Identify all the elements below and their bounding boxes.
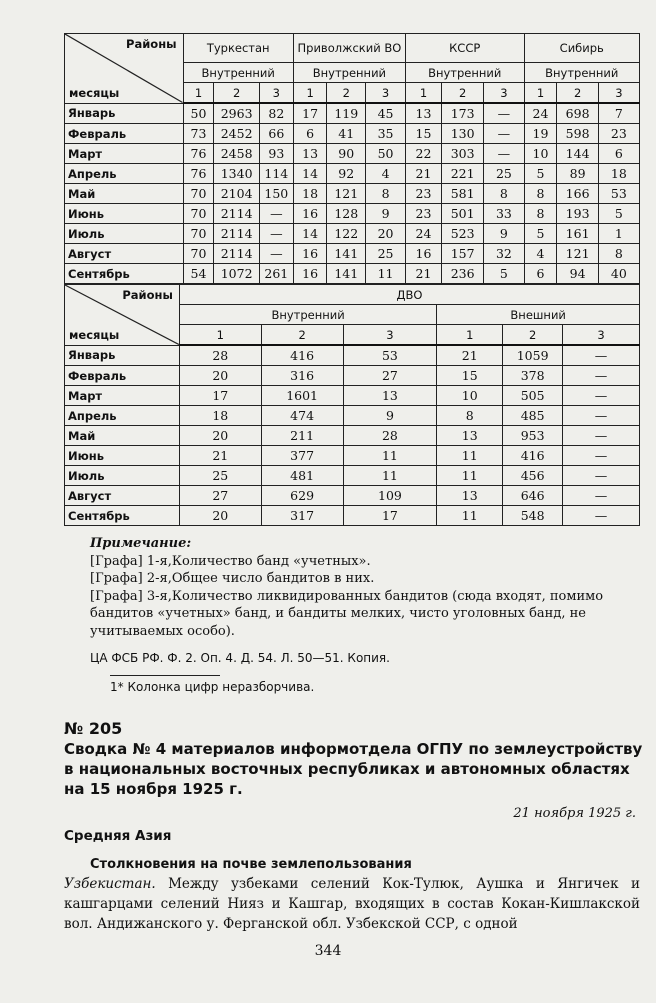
table-row <box>65 426 640 446</box>
value-cell: 11 <box>437 506 503 526</box>
value-cell: 14 <box>293 224 327 244</box>
value-cell: — <box>563 486 640 506</box>
value-cell: 21 <box>179 446 261 466</box>
value-cell: 378 <box>503 366 563 386</box>
table-row <box>65 406 640 426</box>
value-cell: 11 <box>437 446 503 466</box>
value-cell: 8 <box>598 244 639 264</box>
value-cell: 9 <box>366 204 406 224</box>
table1-corner-regions: Районы <box>126 37 177 51</box>
value-cell: 21 <box>405 164 441 184</box>
table2-region-dvo: ДВО <box>179 285 639 305</box>
value-cell: — <box>563 446 640 466</box>
value-cell: 4 <box>366 164 406 184</box>
value-cell: 53 <box>598 184 639 204</box>
value-cell: 505 <box>503 386 563 406</box>
value-cell: 33 <box>484 204 524 224</box>
column-number: 1 <box>293 83 327 104</box>
value-cell: 45 <box>366 103 406 124</box>
value-cell: 2963 <box>214 103 259 124</box>
table-row <box>65 204 640 224</box>
table1-corner-cell <box>65 34 184 104</box>
value-cell: 20 <box>366 224 406 244</box>
table-row <box>65 264 640 284</box>
value-cell: 25 <box>366 244 406 264</box>
table2-sub-internal: Внутренний <box>179 305 436 325</box>
value-cell: 23 <box>405 184 441 204</box>
note-line: [Графа] 3-я,Количество ликвидированных бандитов (сюда входят, помимо бандитов «учетных» банд, и бандиты мелких, чисто уголовных банд, не учитываемых особо). <box>90 588 604 639</box>
footnote: 1* Колонка цифр неразборчива. <box>110 680 315 694</box>
value-cell: 8 <box>366 184 406 204</box>
page-number: 344 <box>314 943 342 959</box>
document-date: 21 ноября 1925 г. <box>513 806 636 821</box>
section-heading: Средняя Азия <box>64 828 172 844</box>
value-cell: 629 <box>261 486 343 506</box>
value-cell: 11 <box>437 466 503 486</box>
value-cell: 2458 <box>214 144 259 164</box>
column-number: 2 <box>327 83 366 104</box>
column-number: 1 <box>405 83 441 104</box>
value-cell: 11 <box>343 466 437 486</box>
value-cell: 157 <box>442 244 484 264</box>
subsection-heading: Столкновения на почве землепользования <box>90 857 412 872</box>
value-cell: 66 <box>259 124 293 144</box>
value-cell: 8 <box>484 184 524 204</box>
value-cell: 90 <box>327 144 366 164</box>
value-cell: 316 <box>261 366 343 386</box>
body-paragraph <box>64 874 640 934</box>
value-cell: — <box>563 506 640 526</box>
document-title: Сводка № 4 материалов информотдела ОГПУ по землеустройству в национальных восточных республиках и автономных областях на 15 ноября 1925 г. <box>64 740 643 798</box>
month-cell: Июнь <box>65 204 184 224</box>
value-cell: 10 <box>524 144 557 164</box>
table-row <box>65 103 640 124</box>
value-cell: 485 <box>503 406 563 426</box>
table-row <box>65 164 640 184</box>
value-cell: 28 <box>343 426 437 446</box>
table1-sub-header: Внутренний <box>183 63 293 83</box>
value-cell: 377 <box>261 446 343 466</box>
value-cell: 17 <box>343 506 437 526</box>
value-cell: 2114 <box>214 244 259 264</box>
value-cell: — <box>259 204 293 224</box>
value-cell: 1340 <box>214 164 259 184</box>
value-cell: 2452 <box>214 124 259 144</box>
month-cell: Август <box>65 244 184 264</box>
value-cell: 70 <box>183 244 214 264</box>
column-number: 1 <box>524 83 557 104</box>
table-row <box>65 386 640 406</box>
value-cell: 523 <box>442 224 484 244</box>
notes-block <box>90 535 638 640</box>
value-cell: — <box>484 124 524 144</box>
value-cell: 236 <box>442 264 484 284</box>
value-cell: 456 <box>503 466 563 486</box>
value-cell: 9 <box>343 406 437 426</box>
value-cell: 5 <box>524 224 557 244</box>
table-row <box>65 244 640 264</box>
column-number: 2 <box>503 325 563 346</box>
value-cell: — <box>563 426 640 446</box>
value-cell: 13 <box>405 103 441 124</box>
column-number: 3 <box>343 325 437 346</box>
value-cell: 150 <box>259 184 293 204</box>
value-cell: 646 <box>503 486 563 506</box>
column-number: 3 <box>563 325 640 346</box>
table-row <box>65 446 640 466</box>
month-cell: Январь <box>65 345 180 366</box>
value-cell: 5 <box>484 264 524 284</box>
value-cell: 1601 <box>261 386 343 406</box>
value-cell: 94 <box>557 264 598 284</box>
value-cell: 41 <box>327 124 366 144</box>
month-cell: Апрель <box>65 406 180 426</box>
value-cell: 173 <box>442 103 484 124</box>
column-number: 3 <box>598 83 639 104</box>
column-number: 1 <box>437 325 503 346</box>
value-cell: — <box>563 345 640 366</box>
table-row <box>65 184 640 204</box>
value-cell: 18 <box>598 164 639 184</box>
value-cell: 92 <box>327 164 366 184</box>
value-cell: — <box>563 386 640 406</box>
value-cell: 76 <box>183 144 214 164</box>
table1-corner-months: месяцы <box>69 85 120 100</box>
value-cell: 161 <box>557 224 598 244</box>
value-cell: 40 <box>598 264 639 284</box>
value-cell: 70 <box>183 184 214 204</box>
value-cell: 27 <box>343 366 437 386</box>
value-cell: 53 <box>343 345 437 366</box>
value-cell: 303 <box>442 144 484 164</box>
column-number: 1 <box>179 325 261 346</box>
value-cell: 13 <box>437 486 503 506</box>
value-cell: 5 <box>598 204 639 224</box>
month-cell: Сентябрь <box>65 264 184 284</box>
value-cell: 2104 <box>214 184 259 204</box>
table2-corner-months: месяцы <box>69 327 120 342</box>
footnote-divider <box>110 675 220 676</box>
value-cell: 15 <box>437 366 503 386</box>
paragraph-lead: Узбекистан. <box>64 876 156 892</box>
value-cell: 73 <box>183 124 214 144</box>
table1-sub-header: Внутренний <box>405 63 524 83</box>
value-cell: 89 <box>557 164 598 184</box>
table2-sub-external: Внешний <box>437 305 640 325</box>
bandits-table-dvo <box>64 284 640 526</box>
table-row <box>65 366 640 386</box>
value-cell: 6 <box>293 124 327 144</box>
value-cell: 11 <box>343 446 437 466</box>
value-cell: 317 <box>261 506 343 526</box>
value-cell: 598 <box>557 124 598 144</box>
month-cell: Июнь <box>65 446 180 466</box>
column-number: 3 <box>484 83 524 104</box>
value-cell: 114 <box>259 164 293 184</box>
month-cell: Сентябрь <box>65 506 180 526</box>
value-cell: 27 <box>179 486 261 506</box>
month-cell: Январь <box>65 103 184 124</box>
value-cell: 698 <box>557 103 598 124</box>
note-line: [Графа] 1-я,Количество банд «учетных». <box>90 553 371 569</box>
value-cell: 17 <box>293 103 327 124</box>
month-cell: Август <box>65 486 180 506</box>
value-cell: 16 <box>293 264 327 284</box>
value-cell: — <box>563 466 640 486</box>
value-cell: 21 <box>405 264 441 284</box>
value-cell: 13 <box>437 426 503 446</box>
value-cell: 416 <box>503 446 563 466</box>
value-cell: 16 <box>293 204 327 224</box>
value-cell: 32 <box>484 244 524 264</box>
value-cell: 1 <box>598 224 639 244</box>
month-cell: Апрель <box>65 164 184 184</box>
value-cell: 23 <box>405 204 441 224</box>
value-cell: — <box>563 366 640 386</box>
table-row <box>65 224 640 244</box>
value-cell: 20 <box>179 426 261 446</box>
value-cell: 20 <box>179 366 261 386</box>
value-cell: 50 <box>183 103 214 124</box>
value-cell: 2114 <box>214 204 259 224</box>
value-cell: 70 <box>183 224 214 244</box>
value-cell: 82 <box>259 103 293 124</box>
month-cell: Июль <box>65 466 180 486</box>
value-cell: 6 <box>598 144 639 164</box>
notes-heading: Примечание: <box>90 536 192 551</box>
value-cell: 6 <box>524 264 557 284</box>
value-cell: 21 <box>437 345 503 366</box>
value-cell: 35 <box>366 124 406 144</box>
table1-sub-header: Внутренний <box>524 63 640 83</box>
value-cell: 119 <box>327 103 366 124</box>
value-cell: 16 <box>293 244 327 264</box>
column-number: 3 <box>366 83 406 104</box>
value-cell: 25 <box>484 164 524 184</box>
column-number: 2 <box>442 83 484 104</box>
value-cell: 20 <box>179 506 261 526</box>
table1-region-turkestan: Туркестан <box>183 34 293 63</box>
value-cell: 7 <box>598 103 639 124</box>
value-cell: 221 <box>442 164 484 184</box>
value-cell: 166 <box>557 184 598 204</box>
column-number: 3 <box>259 83 293 104</box>
column-number: 2 <box>557 83 598 104</box>
value-cell: — <box>259 224 293 244</box>
value-cell: 130 <box>442 124 484 144</box>
table1-region-kssr: КССР <box>405 34 524 63</box>
archive-source: ЦА ФСБ РФ. Ф. 2. Оп. 4. Д. 54. Л. 50—51. Копия. <box>90 651 390 665</box>
value-cell: 548 <box>503 506 563 526</box>
value-cell: 8 <box>524 204 557 224</box>
value-cell: 1072 <box>214 264 259 284</box>
paragraph-text: Между узбеками селений Кок-Тулюк, Аушка и Янгичек и кашгарцами селений Нияз и Кашгар, входящих в состав Кокан-Кишлакской вол. Андижанского у. Ферганской обл. Узбекской ССР, с одной <box>64 876 640 932</box>
table-row <box>65 124 640 144</box>
value-cell: 4 <box>524 244 557 264</box>
value-cell: 14 <box>293 164 327 184</box>
table-row <box>65 466 640 486</box>
value-cell: 17 <box>179 386 261 406</box>
value-cell: 261 <box>259 264 293 284</box>
column-number: 2 <box>214 83 259 104</box>
table2-corner-cell <box>65 285 180 346</box>
value-cell: 121 <box>557 244 598 264</box>
value-cell: 9 <box>484 224 524 244</box>
value-cell: 2114 <box>214 224 259 244</box>
value-cell: 76 <box>183 164 214 184</box>
value-cell: 11 <box>366 264 406 284</box>
value-cell: 501 <box>442 204 484 224</box>
value-cell: 141 <box>327 264 366 284</box>
value-cell: 93 <box>259 144 293 164</box>
table1-sub-header: Внутренний <box>293 63 405 83</box>
value-cell: 22 <box>405 144 441 164</box>
value-cell: 24 <box>524 103 557 124</box>
table-row <box>65 506 640 526</box>
value-cell: — <box>484 144 524 164</box>
table-row <box>65 345 640 366</box>
bandits-table-regions <box>64 33 640 284</box>
value-cell: 23 <box>598 124 639 144</box>
note-line: [Графа] 2-я,Общее число бандитов в них. <box>90 571 375 586</box>
month-cell: Март <box>65 386 180 406</box>
value-cell: 121 <box>327 184 366 204</box>
column-number: 1 <box>183 83 214 104</box>
value-cell: 416 <box>261 345 343 366</box>
table1-region-siberia: Сибирь <box>524 34 640 63</box>
value-cell: 128 <box>327 204 366 224</box>
value-cell: 474 <box>261 406 343 426</box>
value-cell: 481 <box>261 466 343 486</box>
value-cell: 193 <box>557 204 598 224</box>
value-cell: 5 <box>524 164 557 184</box>
value-cell: 211 <box>261 426 343 446</box>
table-row <box>65 144 640 164</box>
column-number: 2 <box>261 325 343 346</box>
value-cell: 953 <box>503 426 563 446</box>
value-cell: 141 <box>327 244 366 264</box>
month-cell: Июль <box>65 224 184 244</box>
value-cell: 581 <box>442 184 484 204</box>
value-cell: 50 <box>366 144 406 164</box>
value-cell: 109 <box>343 486 437 506</box>
table1-region-privolzhsky: Приволжский ВО <box>293 34 405 63</box>
value-cell: — <box>259 244 293 264</box>
table-row <box>65 486 640 506</box>
month-cell: Март <box>65 144 184 164</box>
value-cell: 10 <box>437 386 503 406</box>
value-cell: 70 <box>183 204 214 224</box>
table2-corner-regions: Районы <box>122 288 173 302</box>
value-cell: 16 <box>405 244 441 264</box>
value-cell: 18 <box>179 406 261 426</box>
value-cell: 144 <box>557 144 598 164</box>
value-cell: 13 <box>293 144 327 164</box>
month-cell: Май <box>65 426 180 446</box>
value-cell: 25 <box>179 466 261 486</box>
value-cell: 28 <box>179 345 261 366</box>
value-cell: 13 <box>343 386 437 406</box>
value-cell: 19 <box>524 124 557 144</box>
value-cell: 1059 <box>503 345 563 366</box>
document-number: № 205 <box>64 719 123 738</box>
value-cell: 15 <box>405 124 441 144</box>
value-cell: 24 <box>405 224 441 244</box>
value-cell: 122 <box>327 224 366 244</box>
value-cell: — <box>563 406 640 426</box>
value-cell: 54 <box>183 264 214 284</box>
value-cell: 8 <box>524 184 557 204</box>
month-cell: Февраль <box>65 124 184 144</box>
value-cell: 8 <box>437 406 503 426</box>
value-cell: 18 <box>293 184 327 204</box>
month-cell: Февраль <box>65 366 180 386</box>
value-cell: — <box>484 103 524 124</box>
month-cell: Май <box>65 184 184 204</box>
